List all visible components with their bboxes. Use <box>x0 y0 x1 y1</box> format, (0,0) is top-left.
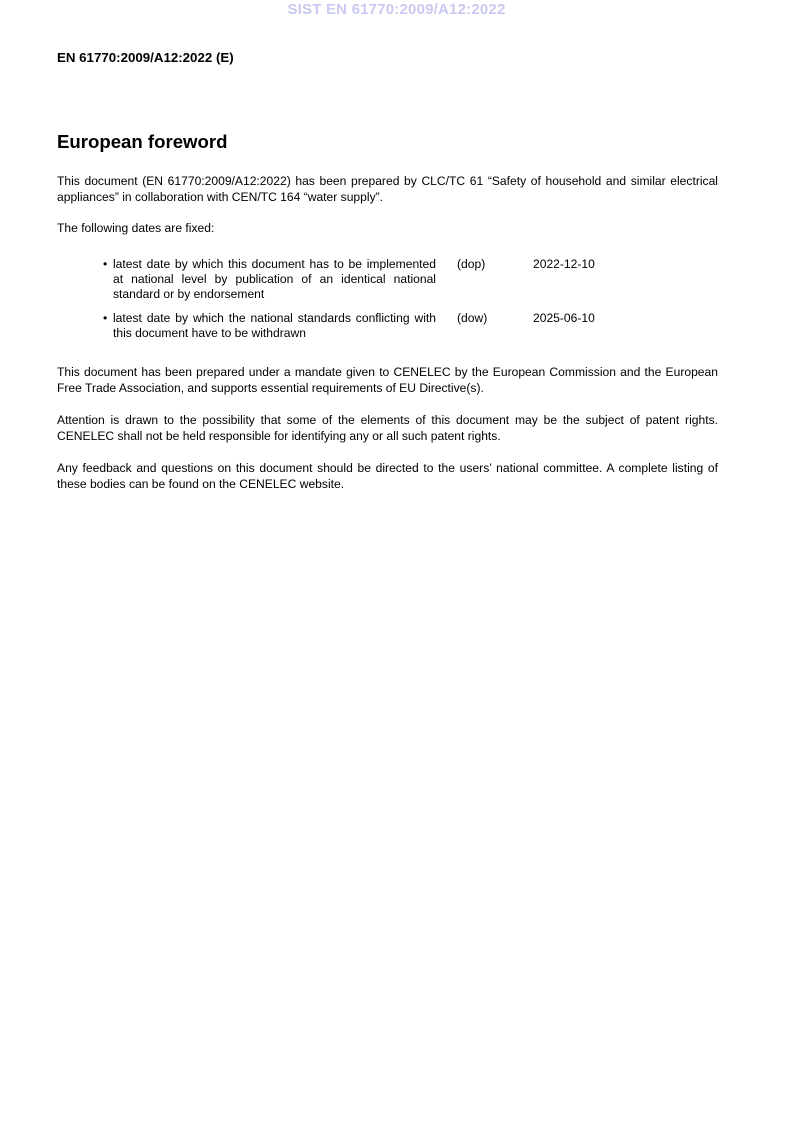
date-value: 2025-06-10 <box>533 311 595 325</box>
date-code: (dop) <box>457 257 486 271</box>
date-value: 2022-12-10 <box>533 257 595 271</box>
dates-intro-paragraph: The following dates are fixed: <box>57 221 215 235</box>
bullet-icon: • <box>103 257 108 271</box>
bullet-icon: • <box>103 311 108 325</box>
feedback-paragraph: Any feedback and questions on this document should be directed to the users’ national committee. A complete listing of these bodies can be found on the CENELEC website. <box>57 461 718 492</box>
section-heading: European foreword <box>57 131 228 152</box>
mandate-paragraph: This document has been prepared under a mandate given to CENELEC by the European Commission and the European Free Trade Association, and supports essential requirements of EU Directive(s). <box>57 365 718 396</box>
date-code: (dow) <box>457 311 488 325</box>
date-description: latest date by which the national standards conflicting with this document have to be withdrawn <box>113 311 436 341</box>
intro-paragraph: This document (EN 61770:2009/A12:2022) has been prepared by CLC/TC 61 “Safety of household and similar electrical appliances” in collaboration with CEN/TC 164 “water supply”. <box>57 174 718 205</box>
watermark: SIST EN 61770:2009/A12:2022 <box>287 1 506 18</box>
date-description: latest date by which this document has to be implemented at national level by publication of an identical national standard or by endorsement <box>113 257 436 302</box>
patent-paragraph: Attention is drawn to the possibility that some of the elements of this document may be the subject of patent rights. CENELEC shall not be held responsible for identifying any or all such patent rights. <box>57 413 718 444</box>
document-reference: EN 61770:2009/A12:2022 (E) <box>57 50 234 65</box>
